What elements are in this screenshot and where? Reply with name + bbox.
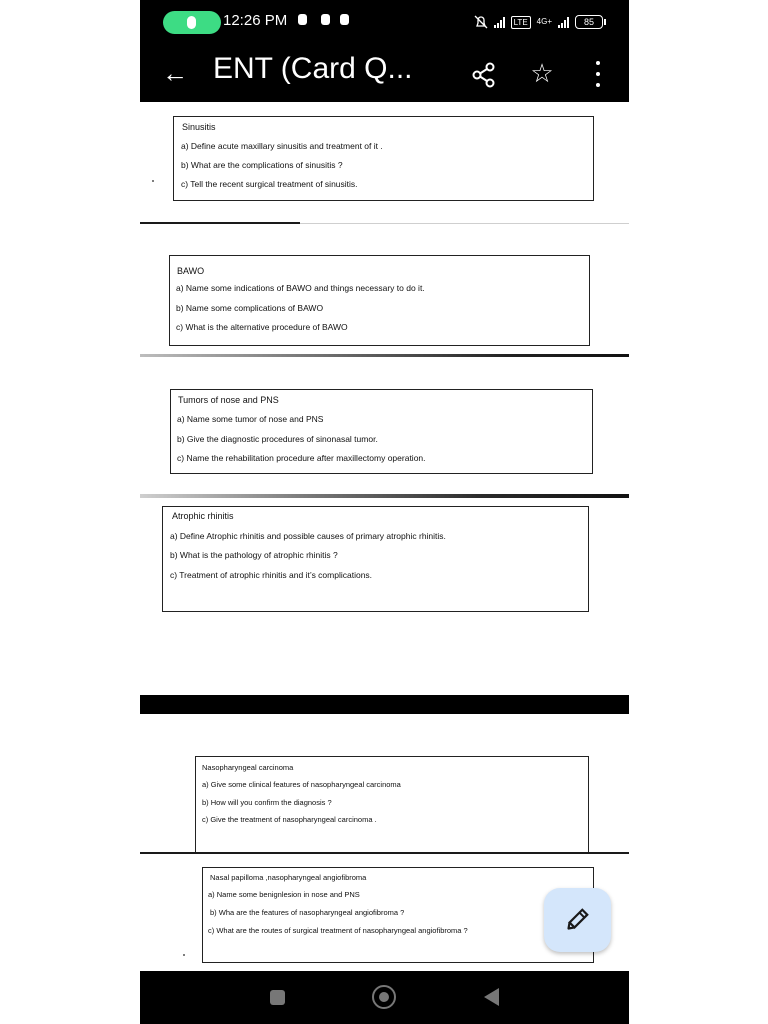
microphone-icon [187,16,196,29]
status-time: 12:26 PM [223,12,288,29]
battery-icon: 85 [575,15,603,29]
app-notification-icon [321,14,330,25]
scan-speck [183,954,185,956]
share-button[interactable] [470,61,498,89]
question-card [162,506,589,612]
card-title: Tumors of nose and PNS [178,395,279,405]
card-question: b) Wha are the features of nasopharyngeal angiofibroma ? [210,908,405,917]
alarm-off-icon [474,15,488,29]
card-question: c) Tell the recent surgical treatment of sinusitis. [181,179,358,189]
signal-strength-icon [494,16,505,28]
star-outline-icon: ☆ [530,58,554,88]
card-question: a) Define acute maxillary sinusitis and treatment of it . [181,141,383,151]
edit-fab[interactable] [544,888,611,952]
chat-notification-icon [298,14,307,25]
recent-apps-button[interactable] [270,990,285,1005]
scan-speck [152,180,154,182]
more-vertical-icon [596,61,600,65]
share-icon [474,64,494,87]
card-question: c) What is the alternative procedure of BAWO [176,322,348,332]
pencil-icon [544,888,611,952]
system-nav-bar [140,971,629,1024]
card-question: a) Give some clinical features of nasopharyngeal carcinoma [202,780,401,789]
star-button[interactable] [528,58,556,88]
card-question: b) Name some complications of BAWO [176,303,324,313]
card-question: b) What are the complications of sinusitis ? [181,160,343,170]
page-gap-band [140,695,629,714]
card-question: c) Give the treatment of nasopharyngeal carcinoma . [202,815,377,824]
back-button[interactable] [158,56,192,90]
card-question: a) Name some benignlesion in nose and PNS [208,890,360,899]
card-question: a) Define Atrophic rhinitis and possible causes of primary atrophic rhinitis. [170,531,446,541]
more-options-button[interactable] [590,61,606,87]
card-title: Sinusitis [182,122,216,132]
page-divider [140,852,629,854]
signal-strength-icon-2 [558,16,569,28]
card-question: b) Give the diagnostic procedures of sinonasal tumor. [177,434,378,444]
status-bar [140,0,629,44]
question-card [170,389,593,474]
document-view[interactable] [140,102,629,971]
card-title: Atrophic rhinitis [172,511,234,521]
phone-screen [140,0,629,1024]
card-question: c) Treatment of atrophic rhinitis and it’s complications. [170,570,373,580]
document-title: ENT (Card Q... [213,52,413,85]
card-title: Nasopharyngeal carcinoma [202,763,294,772]
card-title: Nasal papilloma ,nasopharyngeal angiofibroma [210,873,367,882]
question-card [195,756,589,854]
nav-back-button[interactable] [484,988,499,1006]
status-indicators [474,12,603,32]
home-button[interactable] [372,985,396,1009]
card-question: c) Name the rehabilitation procedure after maxillectomy operation. [177,453,426,463]
arrow-left-icon: ← [162,58,188,88]
card-question: a) Name some indications of BAWO and things necessary to do it. [176,283,425,293]
page-divider [140,494,629,498]
volte-badge: LTE [511,16,531,29]
question-card [202,867,594,963]
card-question: a) Name some tumor of nose and PNS [177,414,324,424]
page-divider [300,223,629,224]
card-question: b) How will you confirm the diagnosis ? [202,798,332,807]
app-bar [140,44,629,102]
mic-active-indicator[interactable] [163,11,221,34]
card-question: c) What are the routes of surgical treatment of nasopharyngeal angiofibroma ? [208,926,468,935]
app-notification-icon-2 [340,14,349,25]
card-title: BAWO [177,266,205,276]
card-question: b) What is the pathology of atrophic rhinitis ? [170,550,338,560]
network-type: 4G+ [536,17,552,26]
page-divider [140,354,629,357]
page-divider [140,222,300,224]
question-card [173,116,594,201]
question-card [169,255,590,346]
